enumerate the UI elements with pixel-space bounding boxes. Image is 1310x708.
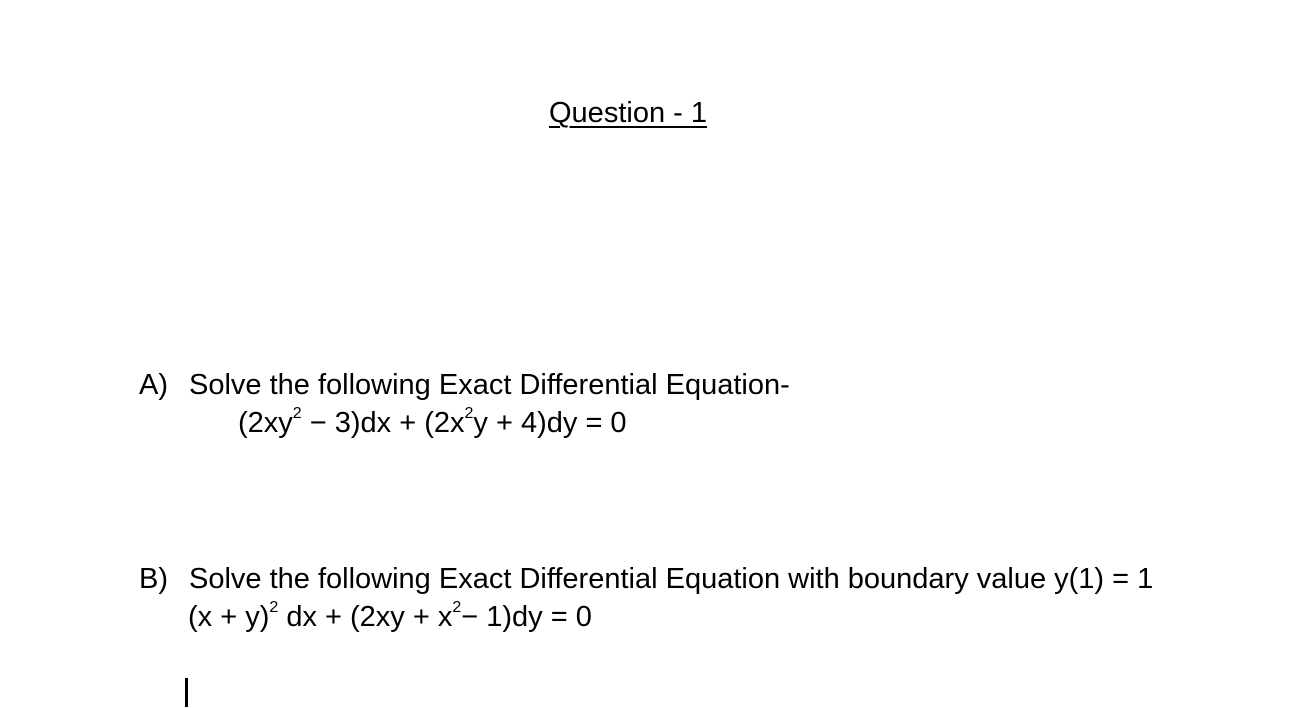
equation-part: y + 4)dy = 0 bbox=[473, 407, 627, 439]
question-a-prompt: Solve the following Exact Differential Equation- bbox=[189, 369, 790, 401]
superscript: 2 bbox=[292, 405, 302, 422]
question-b-label: B) bbox=[139, 563, 168, 595]
superscript: 2 bbox=[452, 599, 462, 616]
equation-part: − 1)dy = 0 bbox=[461, 601, 592, 633]
superscript: 2 bbox=[269, 599, 279, 616]
question-b-prompt-line bbox=[139, 561, 1153, 597]
question-a-equation bbox=[238, 405, 627, 441]
question-b-equation bbox=[188, 599, 592, 635]
question-a-prompt-line bbox=[139, 367, 790, 403]
superscript: 2 bbox=[464, 405, 474, 422]
question-a-label: A) bbox=[139, 369, 168, 401]
equation-part: (x + y) bbox=[188, 601, 270, 633]
question-b-prompt: Solve the following Exact Differential Equation with boundary value y(1) = 1 bbox=[189, 563, 1154, 595]
equation-part: − 3)dx + (2x bbox=[301, 407, 465, 439]
text-cursor[interactable] bbox=[185, 678, 188, 707]
equation-part: dx + (2xy + x bbox=[278, 601, 453, 633]
question-title: Question - 1 bbox=[549, 97, 707, 129]
equation-part: (2xy bbox=[238, 407, 293, 439]
